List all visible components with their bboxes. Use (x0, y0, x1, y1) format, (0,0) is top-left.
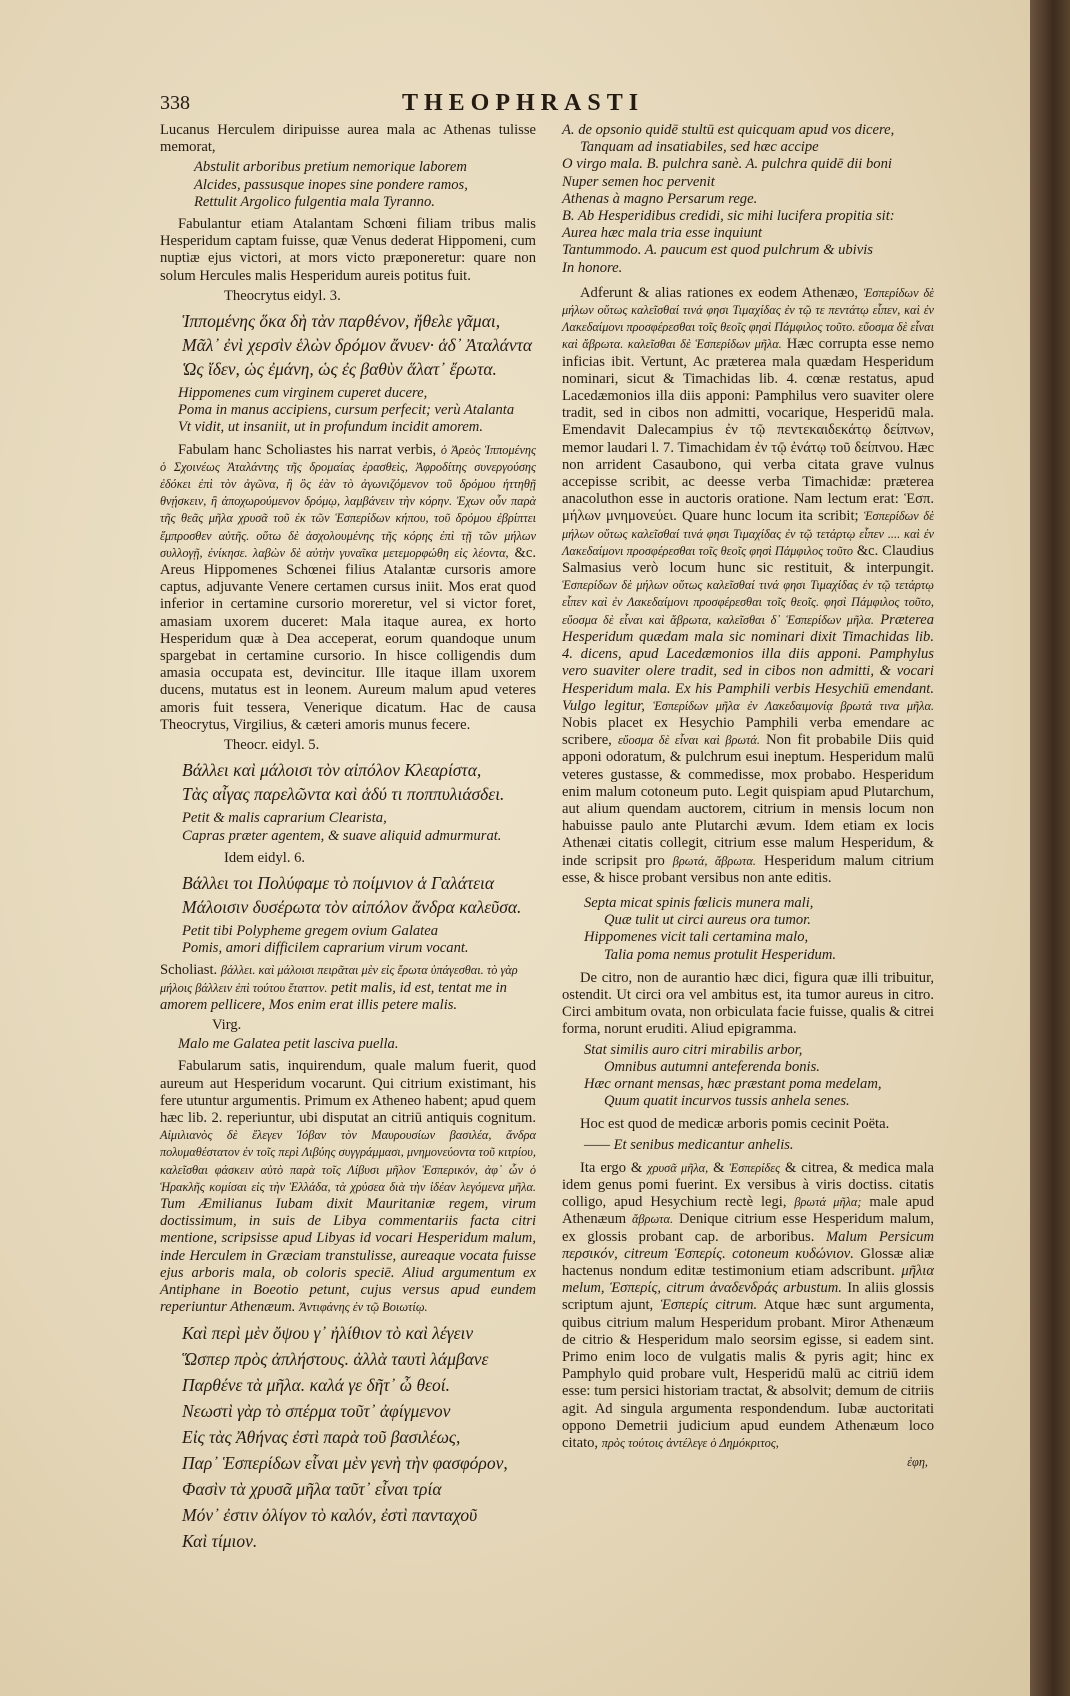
verse-block (562, 1042, 934, 1111)
greek-quotation: Ἑσπερίδων μῆλα ἐν Λακεδαιμονίᾳ βρωτά τινα μῆλα. (653, 698, 934, 713)
greek-verse-block (160, 1320, 536, 1554)
greek-quotation: Ἑσπερίδων δὲ μήλων οὕτως καλεῖσθαί τινά φησι Τιμαχίδας ἐν τῷ τετάρτῳ εἶπεν καὶ ἐν Λακεδαίμονι προσφέρεσθαι τοῖς θεοῖς. φησὶ Πάμφιλος τοῦτο, εὔοσμα δὲ εἶναι καὶ ἄβρωτα, καλεῖσθαι δ᾽ Ἑσπερίδων μῆλα. (562, 578, 934, 627)
verse-line: Petit & malis caprarium Clearista, (182, 810, 387, 827)
citation-heading: Theocr. eidyl. 5. (224, 737, 320, 754)
book-gutter (1030, 0, 1070, 1696)
paragraph-text: In aliis glossis scriptum ajunt, (562, 1280, 934, 1314)
greek-line: Νεωστὶ γὰρ τὸ σπέρμα τοῦτ᾽ ἀφίγμενον (182, 1401, 451, 1422)
greek-line: Βάλλει καὶ μάλοισι τὸν αἰπόλον Κλεαρίστα, (182, 760, 482, 781)
verse-block (562, 895, 934, 964)
greek-line: Μάλοισιν δυσέρωτα τὸν αἰπόλον ἄνδρα καλεῦσα. (182, 896, 522, 917)
greek-line: Καὶ περὶ μὲν ὄψου γ᾽ ἠλίθιον τὸ καὶ λέγειν (182, 1323, 474, 1344)
paragraph (160, 1058, 536, 1316)
paragraph-text: & (713, 1159, 725, 1176)
verse-line: Rettulit Argolico fulgentia mala Tyranno. (194, 193, 435, 210)
dialogue-line: Tantummodo. A. paucum est quod pulchrum & ubivis (562, 242, 873, 259)
greek-quotation: ἄβρωτα. (631, 1212, 674, 1227)
greek-quotation: πρὸς τούτοις ἀντέλεγε ὁ Δημόκριτος, (601, 1436, 779, 1451)
catchword: ἐφη, (907, 1455, 928, 1470)
greek-verse-block (160, 758, 536, 806)
paragraph-text: male apud Athenæum (562, 1194, 934, 1228)
greek-line: Ὡς ἴδεν, ὡς ἐμάνη, ὡς ἐς βαθὺν ἅλατ᾽ ἔρωτα. (182, 359, 497, 380)
verse-block (160, 159, 536, 211)
paragraph-text: μῆλια melum, Ἑσπερίς, citrum ἀναδενδράς arbustum. (562, 1263, 934, 1297)
page-number: 338 (160, 92, 190, 114)
dialogue-line: A. de opsonio quidē stultū est quicquam apud vos dicere, (562, 122, 895, 138)
greek-line: Εἰς τὰς Ἀθήνας ἐστὶ παρὰ τοῦ βασιλέως, (182, 1427, 461, 1448)
citation-heading: Idem eidyl. 6. (224, 849, 306, 866)
dialogue-line: Nuper semen hoc pervenit (562, 173, 715, 190)
dialogue-line: Tanquam ad insatiabiles, sed hæc accipe (580, 139, 819, 156)
verse-line: Vt vidit, ut insaniit, ut in profundum incidit amorem. (178, 419, 483, 436)
greek-quotation: Ἀντιφάνης ἐν τῷ Βοιωτίῳ. (299, 1300, 428, 1315)
dialogue-translation (562, 122, 934, 277)
paragraph-text: Fabulam hanc Scholiastes his narrat verbis, (178, 441, 437, 458)
paragraph: Fabulantur etiam Atalantam Schœni filiam tribus malis Hesperidum captam fuisse, quæ Venus dederat Hippomeni, cum nuptiæ ejus victori, at mors victo præponeretur: quare non solum Hercules malis Hesperidum aureis potitus fuit. (160, 216, 536, 284)
paragraph-lead: Scholiast. (160, 962, 218, 979)
verse-block (160, 923, 536, 957)
paragraph-text: & citrea, & medica mala idem genus pomi fuerint. Ex versibus à viris doctiss. citatis colligo, apud Hesychium rectè legi, (562, 1159, 934, 1211)
greek-line: Φασὶν τὰ χρυσᾶ μῆλα ταῦτ᾽ εἶναι τρία (182, 1479, 442, 1500)
paragraph: Lucanus Herculem diripuisse aurea mala ac Athenas tulisse memorat, (160, 122, 536, 156)
paragraph-text: Denique citrium esse Hesperidum malum, ex glossis probant cap. de arboribus. (562, 1211, 934, 1245)
paragraph-text: Glossæ aliæ hactenus nondum editæ testimonium etiam adscribunt. (562, 1245, 935, 1279)
verse-line: Omnibus autumni anteferenda bonis. (604, 1058, 820, 1075)
paragraph-text: Fabularum satis, inquirendum, quale malum fuerit, quod aureum aut Hesperidum vocarunt. Qui citrium existimant, his fere utuntur argumentis. Primum ex Atheneo habent; apud quem hæc lib. 2. reperiuntur, ubi disputat an citriū antiquis cognitum. (160, 1058, 536, 1126)
verse-line: Abstulit arboribus pretium nemorique laborem (194, 159, 467, 176)
verse-line: Petit tibi Polypheme gregem ovium Galatea (182, 922, 438, 939)
greek-quotation: χρυσᾶ μῆλα, (647, 1160, 709, 1175)
verse-line: Pomis, amori difficilem caprarium virum vocant. (182, 940, 469, 957)
greek-verse-block (160, 309, 536, 381)
running-head: THEOPHRASTI (402, 90, 645, 116)
paragraph-text: Non fit probabile Diis quid apponi odoratum, & pulchrum esui ineptum. Hesperidum malū veteres gustasse, & commedisse, mox probabo. Hesperidum enim malum cotoneum puto. Legit quispiam apud Plutarchum, aut alium quendam auctorem, citrium in mensis locum non habuisse paulo ante Plutarchi ævum. Idem etiam ex locis Athenæi citatis collegit, citrium esse malum Hesperidum, & inde scripsit pro (562, 732, 934, 869)
greek-quotation: Ἑσπερίδες (729, 1160, 781, 1175)
greek-line: Καὶ τίμιον. (182, 1531, 258, 1552)
citation-heading: Virg. (212, 1016, 242, 1033)
paragraph-text: petit malis, id est, tentat me in amorem pellicere, Mos enim erat illis petere malis. (160, 979, 507, 1013)
greek-line: Τὰς αἶγας παρελῶντα καὶ ἁδύ τι ποππυλιάσδει. (182, 784, 505, 805)
paragraph (160, 962, 536, 1014)
verse-line: Stat similis auro citri mirabilis arbor, (584, 1041, 803, 1058)
greek-quotation: βάλλει. καὶ μάλοισι πειρᾶται μὲν εἰς ἔρωτα ὑπάγεσθαι. τὸ γὰρ μήλοις βάλλειν ἐπὶ τούτου ἔταττον. (160, 963, 518, 995)
dialogue-line: In honore. (562, 259, 623, 276)
verse-line: Capras præter agentem, & suave aliquid admurmurat. (182, 827, 502, 844)
verse-block (160, 810, 536, 844)
greek-line: Βάλλει τοι Πολύφαμε τὸ ποίμνιον ἁ Γαλάτεια (182, 872, 495, 893)
verse-line: Poma in manus accipiens, cursum perfecit; verù Atalanta (178, 402, 515, 419)
paragraph-text: Hæc corrupta esse nemo inficias ibit. Vertunt, Ac præterea mala quædam Hesperidum nominari, sicut & Timachidas lib. 4. cœnæ restatus, apud Lacedæmonios illa diis apponi: Pamphilus vero suaviter olere tradit, sed in cibos non admitti, vocarique, Hesperidū mala. Emendavit Dalecampius ἐν τῷ πεντεκαιδεκάτῳ δείπνων, memor laudari l. 7. Timachidam ἐν τῷ ἐνάτῳ τοῦ δείπνου. Hæc non arrident Casaubono, qui verba citata grave vulnus accepisse scribit, ac deesse verba Timachidæ: præterea anacoluthon esse in auctoris oratione. Nam lectum erat: Ἑσπ. μήλων μνημονεύει. Quare hunc locum ita scribit; (562, 336, 934, 525)
paragraph: De citro, non de aurantio hæc dici, figura quæ illi tribuitur, ostendit. Ut circi ora vel ambitus est, ita tumor aureus in citro. Circi ambitum ovata, non orbiculata facie fuisse, qualis & citrei forma, norunt eruditi. Aliud epigramma. (562, 969, 934, 1038)
page-header (160, 90, 680, 120)
greek-line: Μόν᾽ ἐστιν ὀλίγον τὸ καλόν, ἐστὶ πανταχοῦ (182, 1505, 478, 1526)
greek-quotation: βρωτά, ἄβρωτα. (672, 853, 756, 868)
paragraph-text: Tum Æmilianus Iubam dixit Mauritaniæ regem, virum doctissimum, in suis de Libya commentariis facta citri mentione, scripsisse apud Libyas id vocari Hesperidum malum, inde Herculem in Græciam transtulisse, aureaque vocata fuisse ejus arboris mala, ob coloris speciē. Aliud argumentum ex Antiphane in Boeotio petunt, cujus versus apud eundem reperiuntur Athenæum. (160, 1195, 536, 1316)
greek-line: Παρθένε τὰ μῆλα. καλά γε δῆτ᾽ ὦ θεοί. (182, 1375, 450, 1396)
greek-verse-block (160, 871, 536, 919)
paragraph-text: &c. Areus Hippomenes Schœnei filius Atalantæ cursoris amore captus, adjuvante Venere certamen cursus iniit. Mos erat quod inferior in certamine cursorio moreretur, vel si victor foret, amasiam uxorem duceret: Mala itaque aurea, ex horto Hesperidum quæ à Dea acceperat, eorum quandoque unum spargebat in certamine cursorio. In hisce colligendis dum amasia occupata est, devincitur. Ille itaque illam uxorem ducens, mutatus est in leonem. Aureum malum apud veteres amoris fuit tessera, Venerique dicatum. Hac de causa Theocrytus, Virgilius, & cæteri amoris munus fecere. (160, 544, 536, 733)
paragraph-text: Præterea Hesperidum quædam mala sic nominari dixit Timachidas lib. 4. dicens, apud Lacedæmonios illa diis apponi. Pamphylus vero suaviter olere tradit, sed in cibos non admitti, & vocari Hesperidum mala. Ex his Pamphili verbis Hesychiū emendant. Vulgo legitur, (562, 611, 934, 714)
dialogue-line: Aurea hæc mala tria esse inquiunt (562, 225, 763, 242)
paragraph (160, 442, 536, 734)
greek-line: Ἱππομένης ὅκα δὴ τὰν παρθένον, ἤθελε γᾶμαι, (182, 311, 501, 332)
verse-line: Septa micat spinis fœlicis munera mali, (584, 894, 814, 911)
paragraph-text: Malum Persicum περσικόν, citreum Ἑσπερίς. cotoneum κυδώνιον. (562, 1228, 934, 1262)
right-column (562, 122, 934, 1471)
verse-line: Hæc ornant mensas, hæc præstant poma medelam, (584, 1075, 882, 1092)
paragraph-text: Ita ergo & (580, 1159, 643, 1176)
greek-quotation: εὔοσμα δὲ εἶναι καὶ βρωτά. (617, 733, 760, 748)
paragraph-text: &c. Claudius Salmasius verò locum hunc sic restituit, & interpungit. (562, 542, 934, 577)
greek-quotation: βρωτά μῆλα; (794, 1195, 862, 1210)
paragraph (562, 1160, 934, 1452)
dialogue-line: O virgo mala. B. pulchra sanè. A. pulchra quidē dii boni (562, 156, 892, 173)
verse-line: Quæ tulit ut circi aureus ora tumor. (604, 912, 811, 929)
paragraph (562, 285, 934, 887)
greek-line: Παρ᾽ Ἑσπερίδων εἶναι μὲν γενὴ τὴν φασφόρον, (182, 1453, 508, 1474)
dialogue-line: Athenas à magno Persarum rege. (562, 190, 758, 207)
greek-quotation: ὁ Ἀρεὸς Ἱππομένης ὁ Σχοινέως Ἀταλάντης τῆς δρομαίας ἐρασθεὶς, Ἀφροδίτης συνεργούσης ἐδόκει ἐπὶ τὸν ἀγῶνα, ἢ ὃς ἐὰν τὸ ἀγωνιζόμενον τοῦ δρόμου ἡττηθῇ θνῄσκειν, ἢ ἀποχωρούμενον δρόμῳ, λαμβάνειν τὴν κόρην. Ἐχων οὖν παρὰ τῆς θεᾶς μῆλα χρυσᾶ τοῦ ἐκ τῶν Ἑσπερίδων κήπου, τοῦ δρόμου ἐβρίπτει ἔμπροσθεν αὐτῆς. οὕτω δὲ ἀσχολουμένης τῆς κόρης ἐπὶ τῇ τῶν μήλων συλλογῇ, ἐνίκησε. λαβὼν δὲ αὐτὴν γυναῖκα μετεμορφώθη εἰς λέοντα, (160, 442, 536, 560)
paragraph-text: Hesperidum malum citrium esse, & hisce probant versibus non ante editis. (562, 852, 934, 886)
left-column (160, 122, 536, 1558)
greek-quotation: Ἑσπερίδων δὲ μήλων οὕτως καλεῖσθαί τινά φησι Τιμαχίδας ἐν τῷ τε πεντάτῳ εἶπεν, καὶ ἐν Λακεδαίμονι προσφέρεσθαι τοῖς θεοῖς φησὶ Πάμφιλος τοῦτο. εὔοσμα δὲ εἶναι καὶ ἄβρωτα. καλεῖσθαι δὲ Ἑσπερίδων μῆλα. (562, 285, 935, 352)
verse-block (562, 1137, 934, 1154)
verse-block (160, 385, 536, 437)
paragraph-text: Ἑσπερίς citrum. (660, 1297, 758, 1314)
verse-line: Hippomenes cum virginem cuperet ducere, (178, 385, 428, 402)
verse-line: Hippomenes vicit tali certamina malo, (584, 929, 809, 946)
greek-quotation: Ἑσπερίδων δὲ μήλων οὕτως καλεῖσθαί τινά φησι Τιμαχίδας ἐν τῷ τετάρτῳ εἶπεν .... καὶ ἐν Λακεδαίμονι προσφέρεσθαι τοῖς θεοῖς φησὶ Πάμφιλος τοῦτο (562, 509, 934, 558)
citation-heading: Theocrytus eidyl. 3. (224, 287, 341, 304)
greek-quotation: Αἰμιλιανὸς δὲ ἔλεγεν Ἰόβαν τὸν Μαυρουσίων βασιλέα, ἄνδρα πολυμαθέστατον ἐν τοῖς περὶ Λιβύης συγγράμμασι, μνημονεύοντα τοῦ κιτρίου, καλεῖσθαι φάσκειν αὐτὸ παρὰ τοῖς Λίβυσι μῆλον Ἑσπερικόν, ἀφ᾽ ὧν ὁ Ἡρακλῆς κομίσαι εἰς τὴν Ἑλλάδα, τὰ χρύσεα διὰ τὴν ἰδέαν λεγόμενα μῆλα. (160, 1128, 536, 1194)
greek-line: Μᾶλ᾽ ἐνὶ χερσὶν ἑλὼν δρόμον ἄνυεν· ἁδ᾽ Ἀταλάντα (182, 335, 533, 356)
verse-line: Quum quatit incurvos tussis anhela senes. (604, 1093, 850, 1110)
verse-line: —— Et senibus medicantur anhelis. (584, 1136, 794, 1153)
verse-block (160, 1036, 536, 1053)
verse-line: Alcides, passusque inopes sine pondere ramos, (194, 176, 468, 193)
paragraph-text: Atque hæc sunt argumenta, quibus citrium malum Hesperidum probant. Miror Athenæum de citrio & Hesperidum malo seorsim egisse, si eadem sint. Primo enim loco de vulgatis malis & pyris agit; hinc ex Pamphylo quid probare vult, Hesperidū malū ac citriū idem esse: tum persici historiam tractat, & absolvit; demum de citriis agit. Ad singula argumenta respondendum. Iubæ auctoritati oppono Demetrii judicium apud eundem Athenæum loco citato, (562, 1297, 935, 1452)
paragraph-text: Nobis placet ex Hesychio Pamphili verba emendare ac scribere, (562, 714, 934, 749)
greek-line: Ὥσπερ πρὸς ἀπλήστους. ἀλλὰ ταυτὶ λάμβανε (182, 1349, 489, 1370)
dialogue-line: B. Ab Hesperidibus credidi, sic mihi lucifera propitia sit: (562, 208, 895, 225)
paragraph: Hoc est quod de medicæ arboris pomis cecinit Poëta. (580, 1116, 890, 1133)
paragraph-text: Adferunt & alias rationes ex eodem Athenæo, (580, 284, 859, 301)
verse-line: Talia poma nemus protulit Hesperidum. (604, 946, 837, 963)
verse-line: Malo me Galatea petit lasciva puella. (178, 1036, 399, 1053)
